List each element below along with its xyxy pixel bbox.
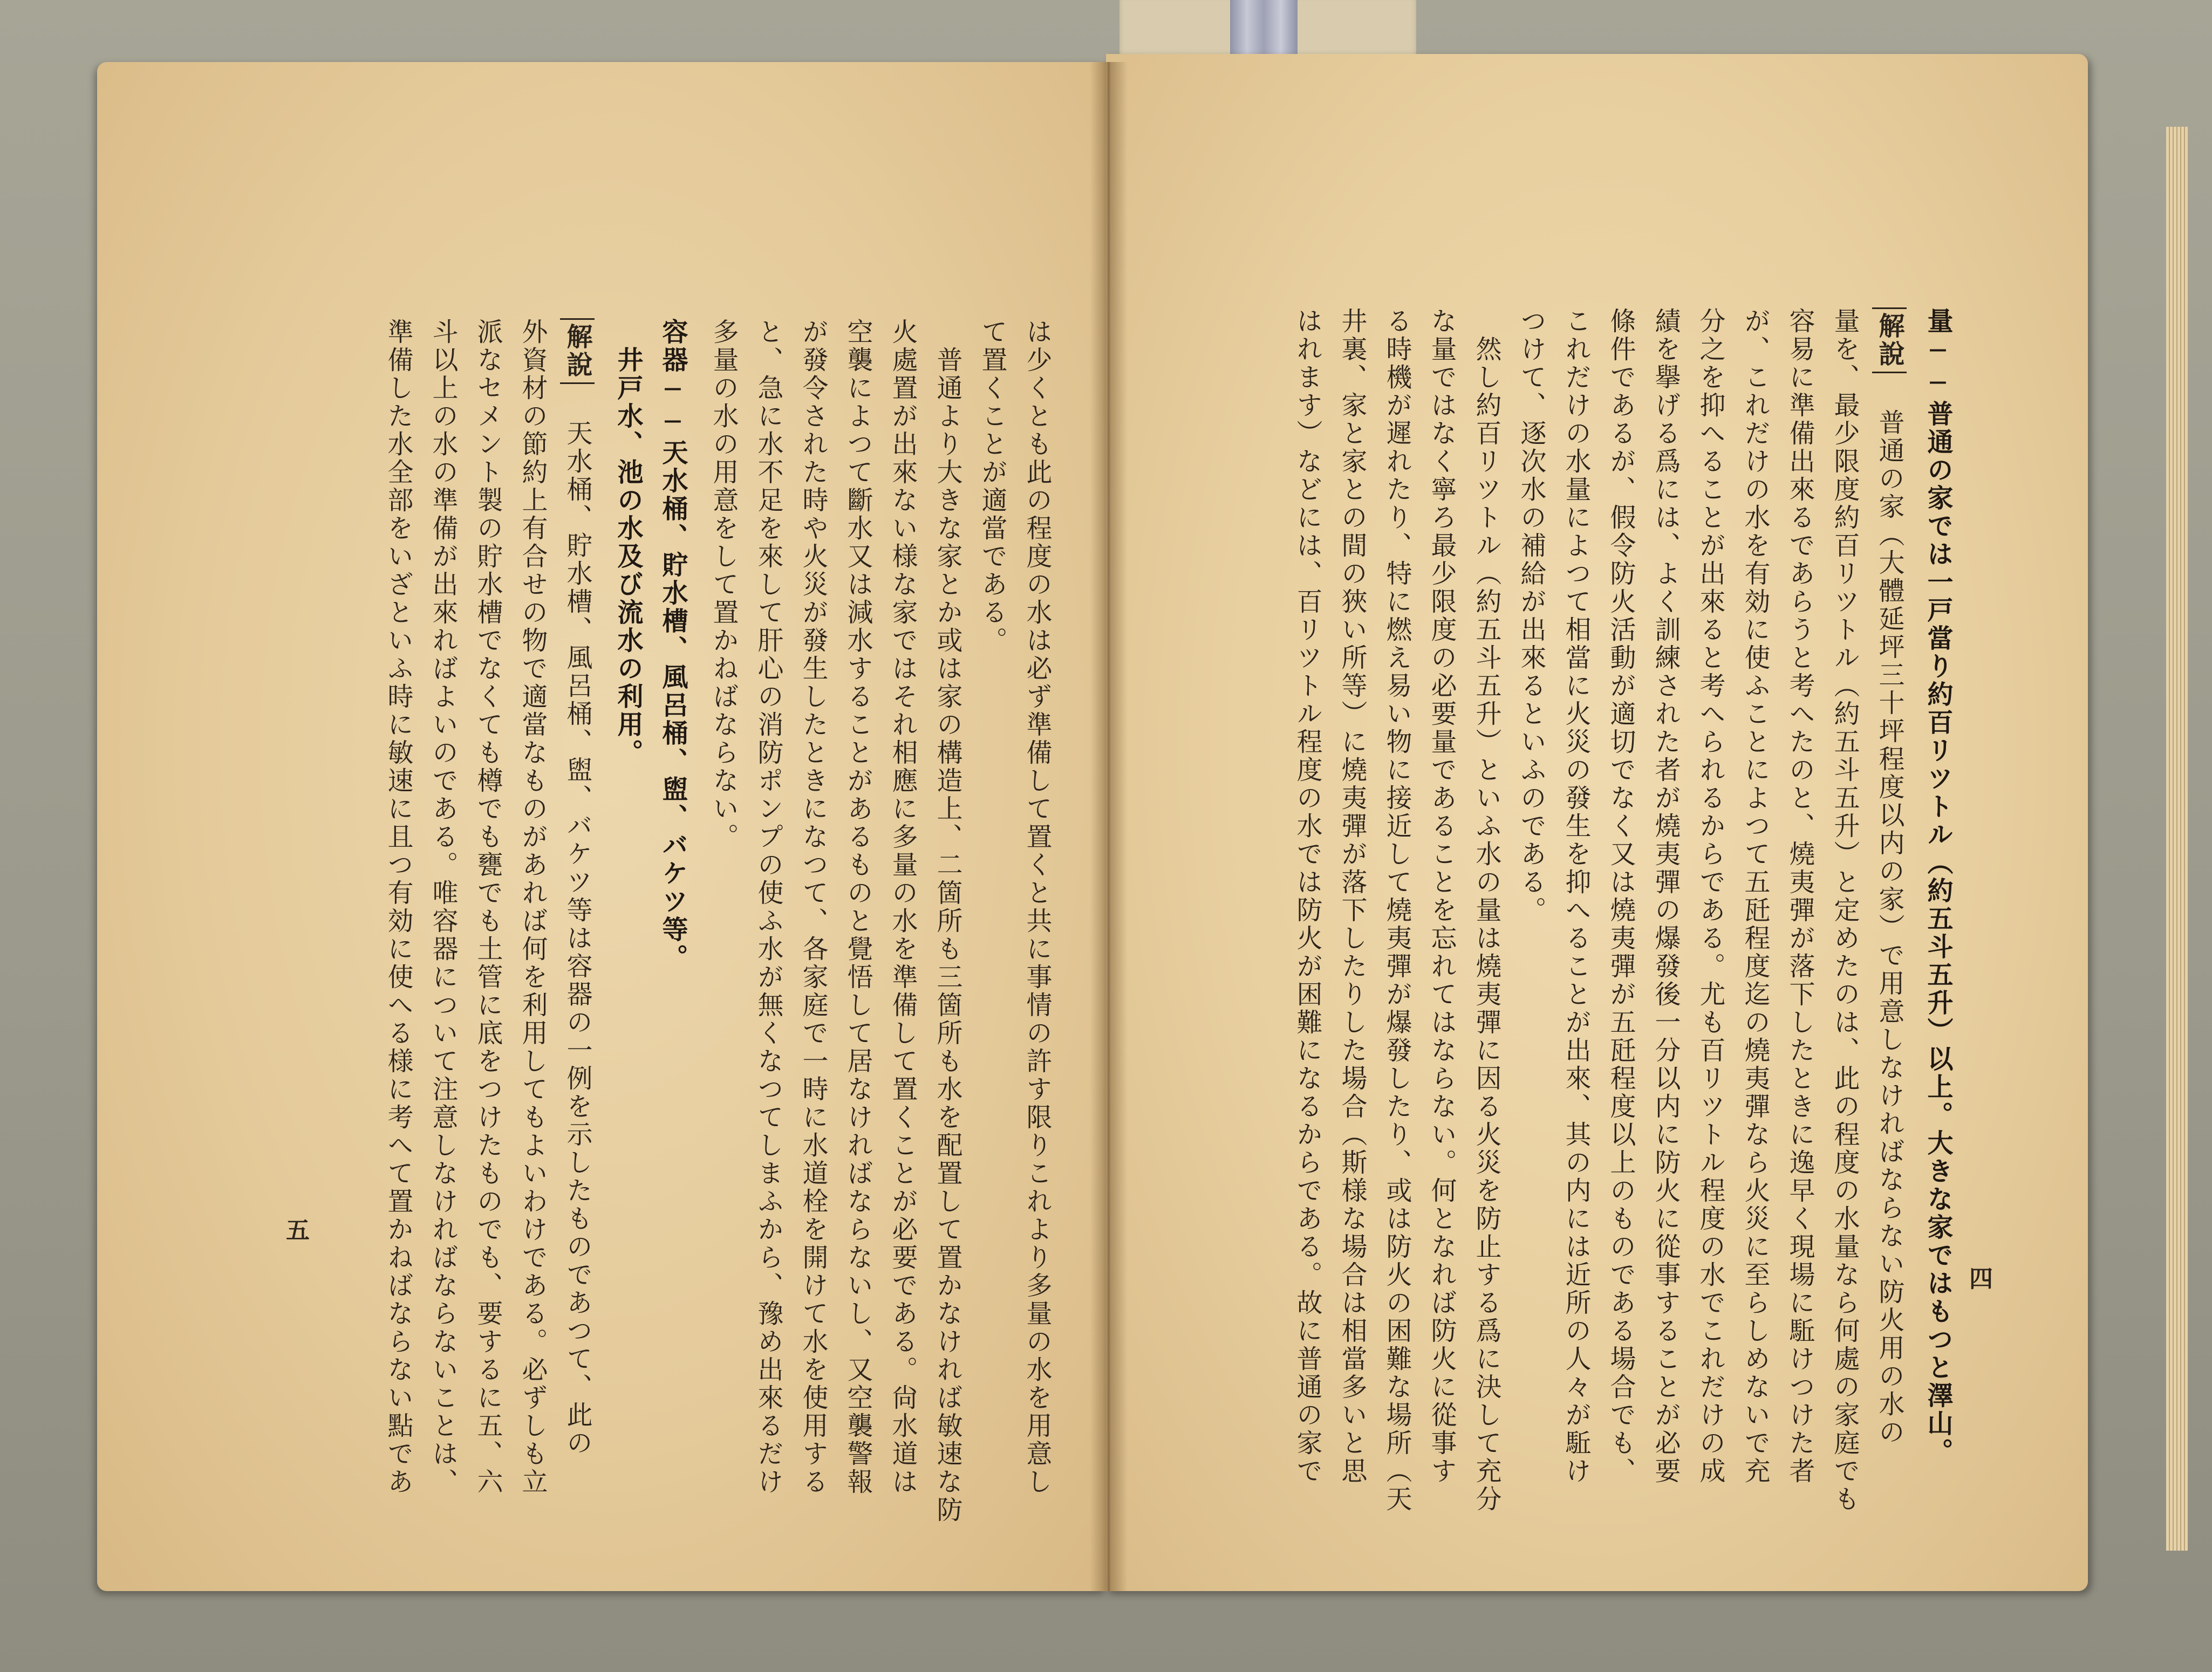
text-column: [1514, 307, 1548, 1386]
text-column: [1335, 307, 1369, 1485]
text-column: [381, 318, 415, 1496]
book-gutter: [1090, 62, 1128, 1591]
text-column: [1290, 307, 1325, 1485]
section-heading: [1921, 307, 1955, 1466]
column-text: る時機が遲れたり、特に燃え易い物に接近して燒夷彈が爆發したり、或は防火の困難な場所（天: [1382, 307, 1412, 1513]
column-text: が、これだけの水を有効に使ふことによつて五瓩程度迄の燒夷彈なら火災に至らしめないで充: [1740, 307, 1770, 1485]
page-number: 四: [1969, 1265, 1993, 1293]
column-text: 績を擧げる爲には、よく訓練された者が燒夷彈の爆發後一分以内に防火に從事することが必要: [1650, 307, 1681, 1485]
text-column: [1424, 307, 1459, 1485]
text-column: [1559, 307, 1593, 1485]
column-text: と、急に水不足を來して肝心の消防ポンプの使ふ水が無くなつてしまふから、豫め出來るだけ: [753, 318, 783, 1496]
column-text: て置くことが適當である。: [977, 318, 1007, 655]
section-heading: [611, 318, 645, 1397]
column-text: 天水桶、貯水槽、風呂桶、盥、バケツ等は容器の一例を示したものであつて、此の: [562, 392, 592, 1457]
column-text: 火處置が出來ない様な家ではそれ相應に多量の水を準備して置くことが必要である。尙水道は: [887, 318, 918, 1496]
text-column: [1827, 307, 1862, 1513]
column-text: つけて、逐次水の補給が出來るといふのである。: [1516, 307, 1546, 924]
text-column: [560, 318, 595, 1457]
column-text: 容易に準備出來るであらうと考へたのと、燒夷彈が落下したときに逸早く現場に駈けつけた者: [1785, 307, 1815, 1485]
column-text: 容器──天水桶、貯水槽、風呂桶、盥、バケツ等。: [658, 318, 688, 972]
text-column: [1380, 307, 1414, 1513]
column-text: 外資材の節約上有合せの物で適當なものがあれば何を利用してもよいわけである。必ずしも立: [517, 318, 548, 1496]
text-column: [1648, 307, 1683, 1485]
column-text: はれます）などには、百リツトル程度の水では防火が困難になるからである。故に普通の家で: [1292, 307, 1322, 1485]
section-heading: [656, 318, 690, 1397]
text-column: [426, 318, 460, 1496]
column-text: 井戸水、池の水及び流水の利用。: [613, 318, 643, 767]
commentary-label: 解說: [560, 318, 595, 384]
text-column: [1469, 307, 1504, 1513]
open-book: [97, 62, 2088, 1591]
column-text: 空襲によつて斷水又は減水することがあるものと覺悟して居なければならないし、又空襲警報: [843, 318, 873, 1496]
text-column: [975, 318, 1009, 1397]
text-column: [796, 318, 830, 1496]
text-column: [841, 318, 875, 1496]
text-column: [1783, 307, 1817, 1485]
right-page: [1106, 54, 2088, 1591]
column-text: 量──普通の家では一戸當り約百リツトル（約五斗五升）以上。大きな家ではもつと澤山。: [1923, 307, 1953, 1466]
column-text: 然し約百リツトル（約五斗五升）といふ水の量は燒夷彈に因る火災を防止する爲に決して充分: [1471, 307, 1501, 1513]
column-text: 條件であるが、假令防火活動が適切でなく又は燒夷彈が五瓩程度以上のものである場合でも、: [1606, 307, 1636, 1485]
text-column: [515, 318, 550, 1496]
column-text: これだけの水量によつて相當に火災の發生を抑へることが出來、其の内には近所の人々が駈け: [1561, 307, 1591, 1485]
column-text: な量ではなく寧ろ最少限度の必要量であることを忘れてはならない。何となれば防火に從事す: [1426, 307, 1457, 1485]
column-text: 量を、最少限度約百リツトル（約五斗五升）と定めたのは、此の程度の水量なら何處の家庭でも: [1829, 307, 1860, 1513]
column-text: 斗以上の水の準備が出來ればよいのである。唯容器について注意しなければならないことは、: [428, 318, 458, 1496]
page-edges: [2166, 127, 2188, 1551]
column-text: が發令された時や火災が發生したときになつて、各家庭で一時に水道栓を開けて水を使用する: [798, 318, 828, 1496]
text-column: [1738, 307, 1772, 1485]
text-column: [930, 318, 965, 1524]
left-page: [97, 62, 1106, 1591]
column-text: 普通の家（大體延坪三十坪程度以内の家）で用意しなければならない防火用の水の: [1874, 381, 1904, 1447]
commentary-label: 解說: [1872, 307, 1907, 373]
text-column: [1020, 318, 1054, 1496]
column-text: 多量の水の用意をして置かねばならない。: [708, 318, 739, 851]
column-text: 派なセメント製の貯水槽でなくても樽でも甕でも土管に底をつけたものでも、要するに五、六: [473, 318, 503, 1496]
text-column: [1693, 307, 1728, 1485]
text-column: [470, 318, 505, 1496]
page-number: 五: [286, 1217, 310, 1244]
column-text: 分之を抑へることが出來ると考へられるからである。尤も百リツトル程度の水でこれだけの成: [1695, 307, 1725, 1485]
column-text: 井裏、家と家との間の狹い所等）に燒夷彈が落下したりした場合（斯様な場合は相當多いと思: [1337, 307, 1367, 1485]
column-text: 普通より大きな家とか或は家の構造上、二箇所も三箇所も水を配置して置かなければ敏速な防: [932, 318, 962, 1524]
text-column: [1872, 307, 1907, 1447]
column-text: は少くとも此の程度の水は必ず準備して置くと共に事情の許す限りこれより多量の水を用意し: [1022, 318, 1052, 1496]
text-column: [1603, 307, 1638, 1485]
column-text: 準備した水全部をいざといふ時に敏速に且つ有効に使へる様に考へて置かねばならない點であ: [383, 318, 413, 1496]
text-column: [706, 318, 741, 1397]
text-column: [885, 318, 920, 1496]
text-column: [751, 318, 786, 1496]
